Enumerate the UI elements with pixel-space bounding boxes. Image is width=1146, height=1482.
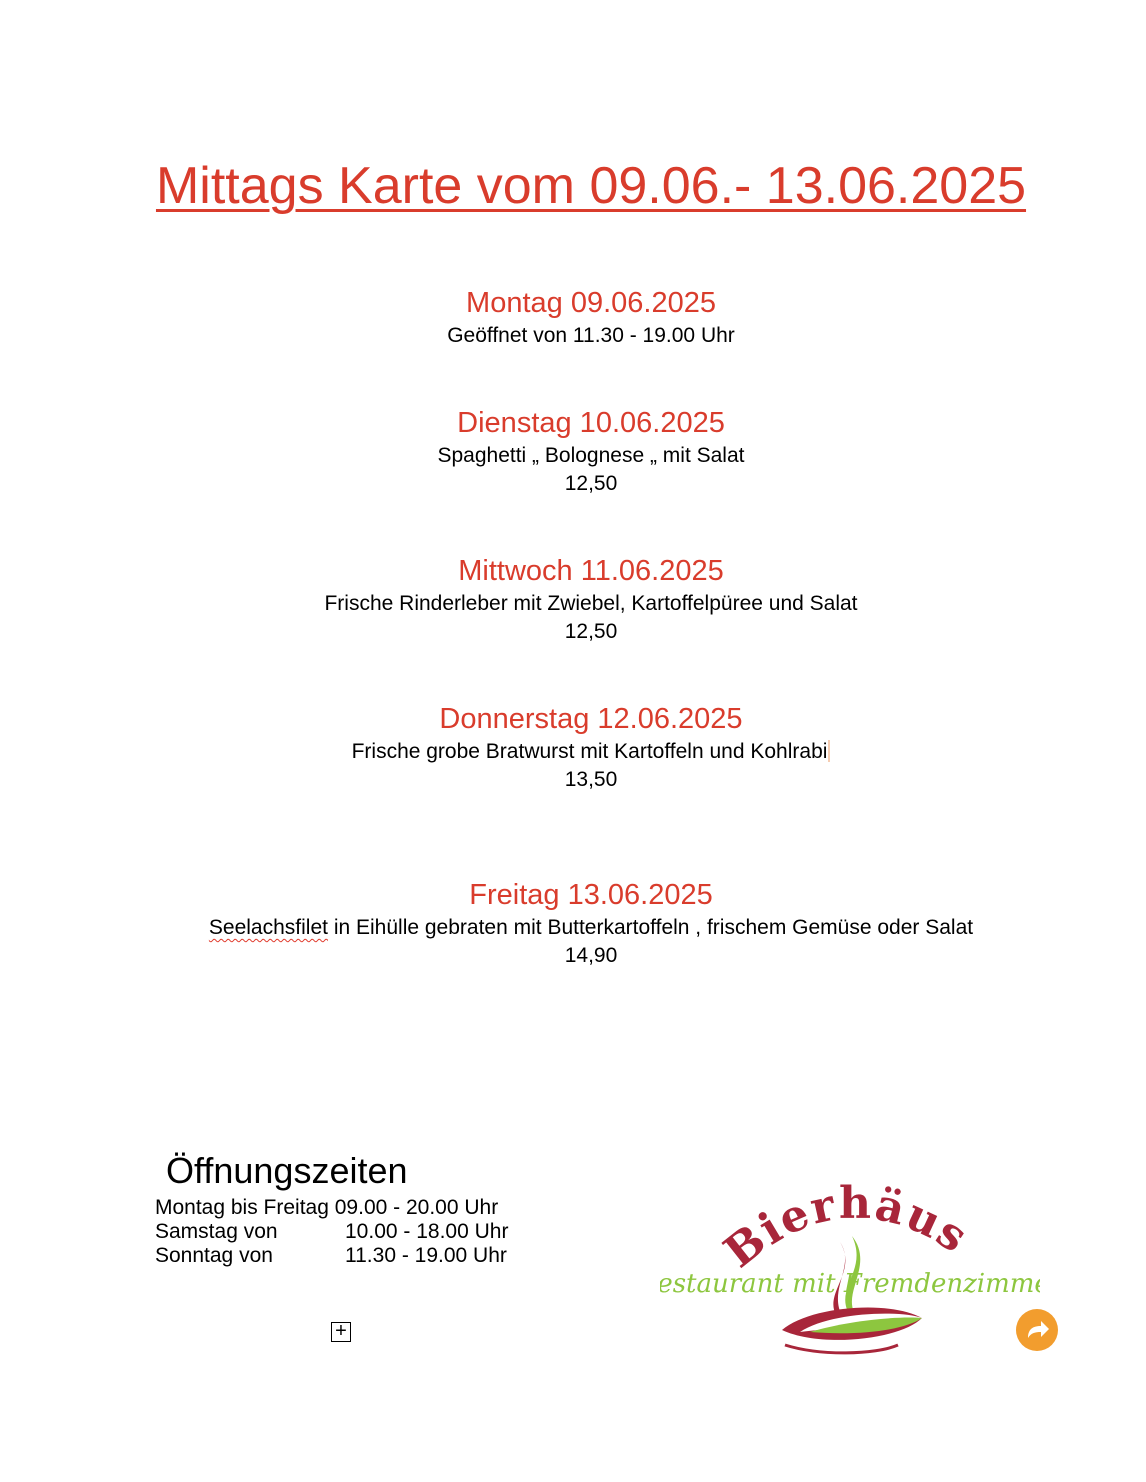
hours-label: Sonntag von: [155, 1244, 273, 1267]
svg-text:Bierhäusel: [660, 1180, 978, 1278]
opening-hours-table: [155, 1196, 508, 1268]
hours-label: Samstag von: [155, 1220, 278, 1243]
day-dish: Frische grobe Bratwurst mit Kartoffeln und Kohlrabi: [351, 740, 828, 763]
day-price: 13,50: [564, 768, 618, 791]
day-dish: Frische Rinderleber mit Zwiebel, Kartoffelpüree und Salat: [324, 592, 858, 615]
day-price: 14,90: [564, 944, 618, 967]
hours-time: 10.00 - 18.00 Uhr: [345, 1220, 509, 1243]
logo-name: Bierhäus: [714, 1180, 978, 1279]
day-price: 12,50: [564, 620, 618, 643]
hours-label: Montag bis Freitag 09.00 - 20.00 Uhr: [155, 1196, 499, 1219]
hours-row: [155, 1244, 508, 1268]
next-button[interactable]: [1016, 1309, 1058, 1351]
logo-tagline: staurant mit Fremdenzimm: [672, 1269, 1035, 1299]
opening-hours: [155, 1146, 508, 1268]
bierhaeusel-logo: [660, 1180, 1040, 1380]
hours-row: [155, 1220, 508, 1244]
day-dish: in Eihülle gebraten mit Butterkartoffeln , frischem Gemüse oder Salat: [327, 916, 974, 939]
day-heading: Donnerstag 12.06.2025: [439, 703, 743, 735]
day-heading: Mittwoch 11.06.2025: [458, 555, 724, 587]
expand-icon[interactable]: +: [331, 1322, 351, 1342]
day-dish-line: [0, 914, 1146, 942]
day-heading: Dienstag 10.06.2025: [457, 407, 725, 439]
page-title: Mittags Karte vom 09.06.- 13.06.2025: [155, 157, 1027, 215]
opening-hours-heading: Öffnungszeiten: [166, 1150, 408, 1191]
day-heading: Freitag 13.06.2025: [469, 879, 713, 911]
day-tuesday: [0, 404, 1146, 498]
day-wednesday: [0, 552, 1146, 646]
misspelled-word[interactable]: Seelachsfilet: [208, 916, 328, 939]
day-dish-line: [0, 738, 1146, 766]
day-friday: [0, 876, 1146, 970]
day-monday: [0, 284, 1146, 350]
day-price: 12,50: [564, 472, 618, 495]
hours-time: 11.30 - 19.00 Uhr: [345, 1244, 507, 1267]
text-cursor: [828, 740, 830, 762]
day-dish: Geöffnet von 11.30 - 19.00 Uhr: [447, 324, 735, 347]
day-heading: Montag 09.06.2025: [466, 287, 716, 319]
day-thursday: [0, 700, 1146, 794]
day-dish: Spaghetti „ Bolognese „ mit Salat: [437, 444, 745, 467]
hours-row: [155, 1196, 508, 1220]
arrow-right-icon: [1016, 1309, 1058, 1351]
